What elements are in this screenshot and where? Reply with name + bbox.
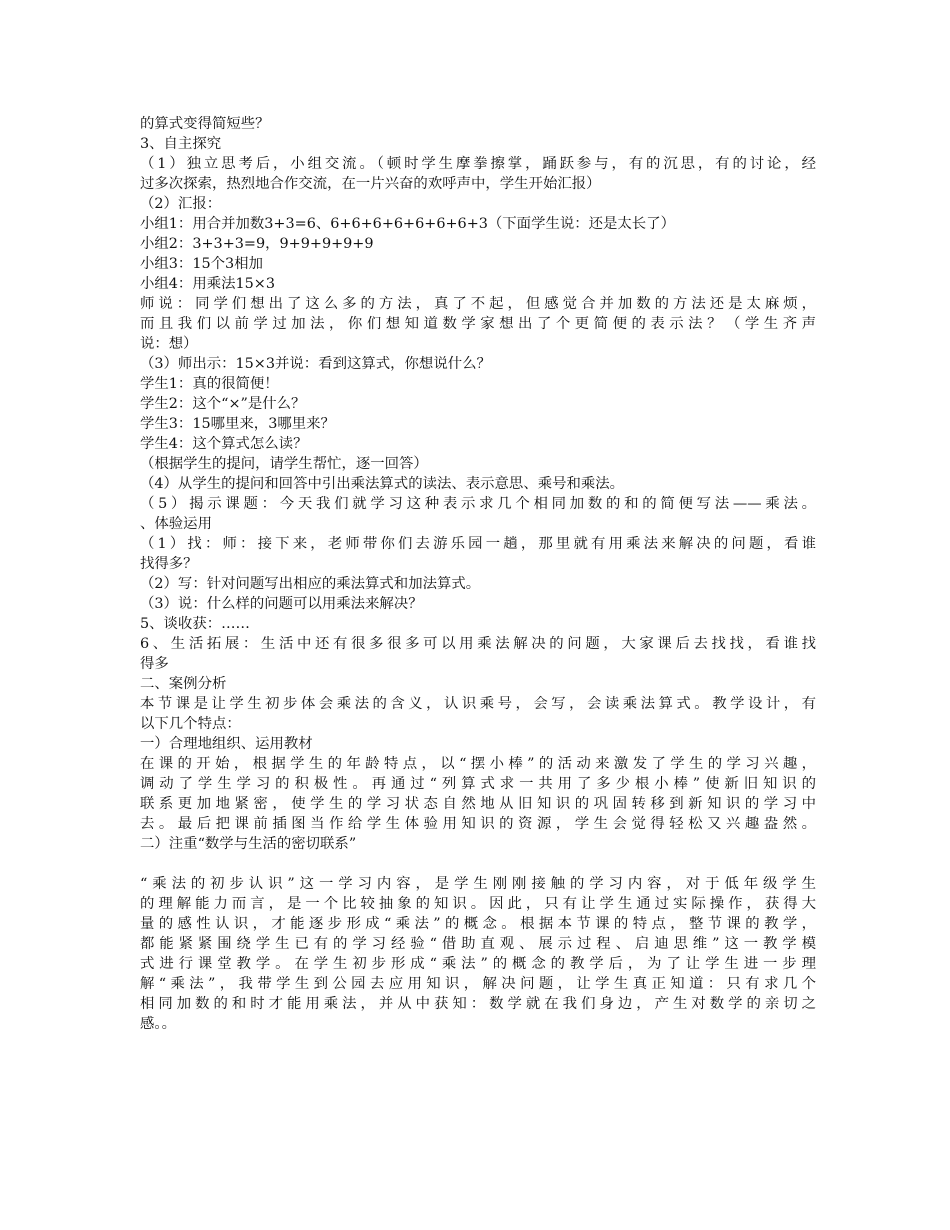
text-line: “乘法的初步认识”这一学习内容，是学生刚刚接触的学习内容，对于低年级学生 bbox=[140, 876, 816, 892]
text-line: 学生3：15哪里来，3哪里来？ bbox=[140, 416, 335, 432]
text-line: 学生2：这个“×”是什么？ bbox=[140, 396, 306, 412]
text-line: （根据学生的提问，请学生帮忙，逐一回答） bbox=[140, 456, 428, 472]
text-line: 二）注重“数学与生活的密切联系” bbox=[140, 836, 357, 852]
text-line: （4）从学生的提问和回答中引出乘法算式的读法、表示意思、乘号和乘法。 bbox=[140, 476, 625, 492]
text-line: 3、自主探究 bbox=[140, 136, 222, 152]
text-line: 联系更加地紧密，使学生的学习状态自然地从旧知识的巩固转移到新知识的学习中 bbox=[140, 796, 816, 812]
text-line: 感。。 bbox=[140, 1016, 176, 1032]
text-line: 6、生活拓展：生活中还有很多很多可以用乘法解决的问题，大家课后去找找，看谁找 bbox=[140, 636, 816, 652]
text-line: 一）合理地组织、运用教材 bbox=[140, 736, 313, 752]
text-line: 去。最后把课前插图当作给学生体验用知识的资源，学生会觉得轻松又兴趣盎然。 bbox=[140, 816, 816, 832]
text-line: 得多 bbox=[140, 656, 169, 672]
text-line: 的理解能力而言，是一个比较抽象的知识。因此，只有让学生通过实际操作，获得大 bbox=[140, 896, 816, 912]
text-line: （5）揭示课题：今天我们就学习这种表示求几个相同加数的和的简便写法——乘法。 bbox=[140, 496, 816, 512]
text-line: 学生4：这个算式怎么读？ bbox=[140, 436, 308, 452]
text-line: 相同加数的和时才能用乘法，并从中获知：数学就在我们身边，产生对数学的亲切之 bbox=[140, 996, 816, 1012]
text-line: 调动了学生学习的积极性。再通过“列算式求一共用了多少根小棒”使新旧知识的 bbox=[140, 776, 816, 792]
text-line: 、体验运用 bbox=[140, 516, 212, 532]
text-line: 本节课是让学生初步体会乘法的含义，认识乘号，会写，会读乘法算式。教学设计，有 bbox=[140, 696, 816, 712]
text-line: 量的感性认识，才能逐步形成“乘法”的概念。根据本节课的特点，整节课的教学， bbox=[140, 916, 816, 932]
text-line: （2）写：针对问题写出相应的乘法算式和加法算式。 bbox=[140, 576, 481, 592]
text-line: 5、谈收获：…… bbox=[140, 616, 250, 632]
text-line: 的算式变得简短些？ bbox=[140, 116, 270, 132]
text-line: （2）汇报： bbox=[140, 196, 222, 212]
text-line: 小组2：3+3+3=9，9+9+9+9+9 bbox=[140, 236, 374, 252]
text-line: 师说：同学们想出了这么多的方法，真了不起，但感觉合并加数的方法还是太麻烦， bbox=[140, 296, 816, 312]
text-line: 学生1：真的很简便！ bbox=[140, 376, 279, 392]
text-line: 小组3：15个3相加 bbox=[140, 256, 263, 272]
text-line: （3）师出示：15×3并说：看到这算式，你想说什么？ bbox=[140, 356, 491, 372]
text-line: 过多次探索，热烈地合作交流，在一片兴奋的欢呼声中，学生开始汇报） bbox=[140, 176, 601, 192]
text-line: 找得多？ bbox=[140, 556, 198, 572]
text-line: （3）说：什么样的问题可以用乘法来解决？ bbox=[140, 596, 423, 612]
document-body bbox=[140, 114, 816, 1034]
text-line: 说：想） bbox=[140, 336, 198, 352]
text-line: 在课的开始，根据学生的年龄特点，以“摆小棒”的活动来激发了学生的学习兴趣， bbox=[140, 756, 816, 772]
text-line: 都能紧紧围绕学生已有的学习经验“借助直观、展示过程、启迪思维”这一教学模 bbox=[140, 936, 816, 952]
text-line: （1）找：师：接下来，老师带你们去游乐园一趟，那里就有用乘法来解决的问题，看谁 bbox=[140, 536, 816, 552]
text-line: 二、案例分析 bbox=[140, 676, 227, 692]
text-line bbox=[140, 854, 816, 874]
text-line: 以下几个特点： bbox=[140, 716, 241, 732]
text-line: 小组4：用乘法15×3 bbox=[140, 276, 276, 292]
text-line: 小组1：用合并加数3+3=6、6+6+6+6+6+6+6+3（下面学生说：还是太长了） bbox=[140, 216, 675, 232]
text-line: （1）独立思考后，小组交流。（顿时学生摩拳擦掌，踊跃参与，有的沉思，有的讨论，经 bbox=[140, 156, 816, 172]
text-line: 解“乘法”，我带学生到公园去应用知识，解决问题，让学生真正知道：只有求几个 bbox=[140, 976, 816, 992]
text-line: 式进行课堂教学。在学生初步形成“乘法”的概念的教学后，为了让学生进一步理 bbox=[140, 956, 816, 972]
text-line: 而且我们以前学过加法，你们想知道数学家想出了个更简便的表示法？（学生齐声 bbox=[140, 316, 816, 332]
